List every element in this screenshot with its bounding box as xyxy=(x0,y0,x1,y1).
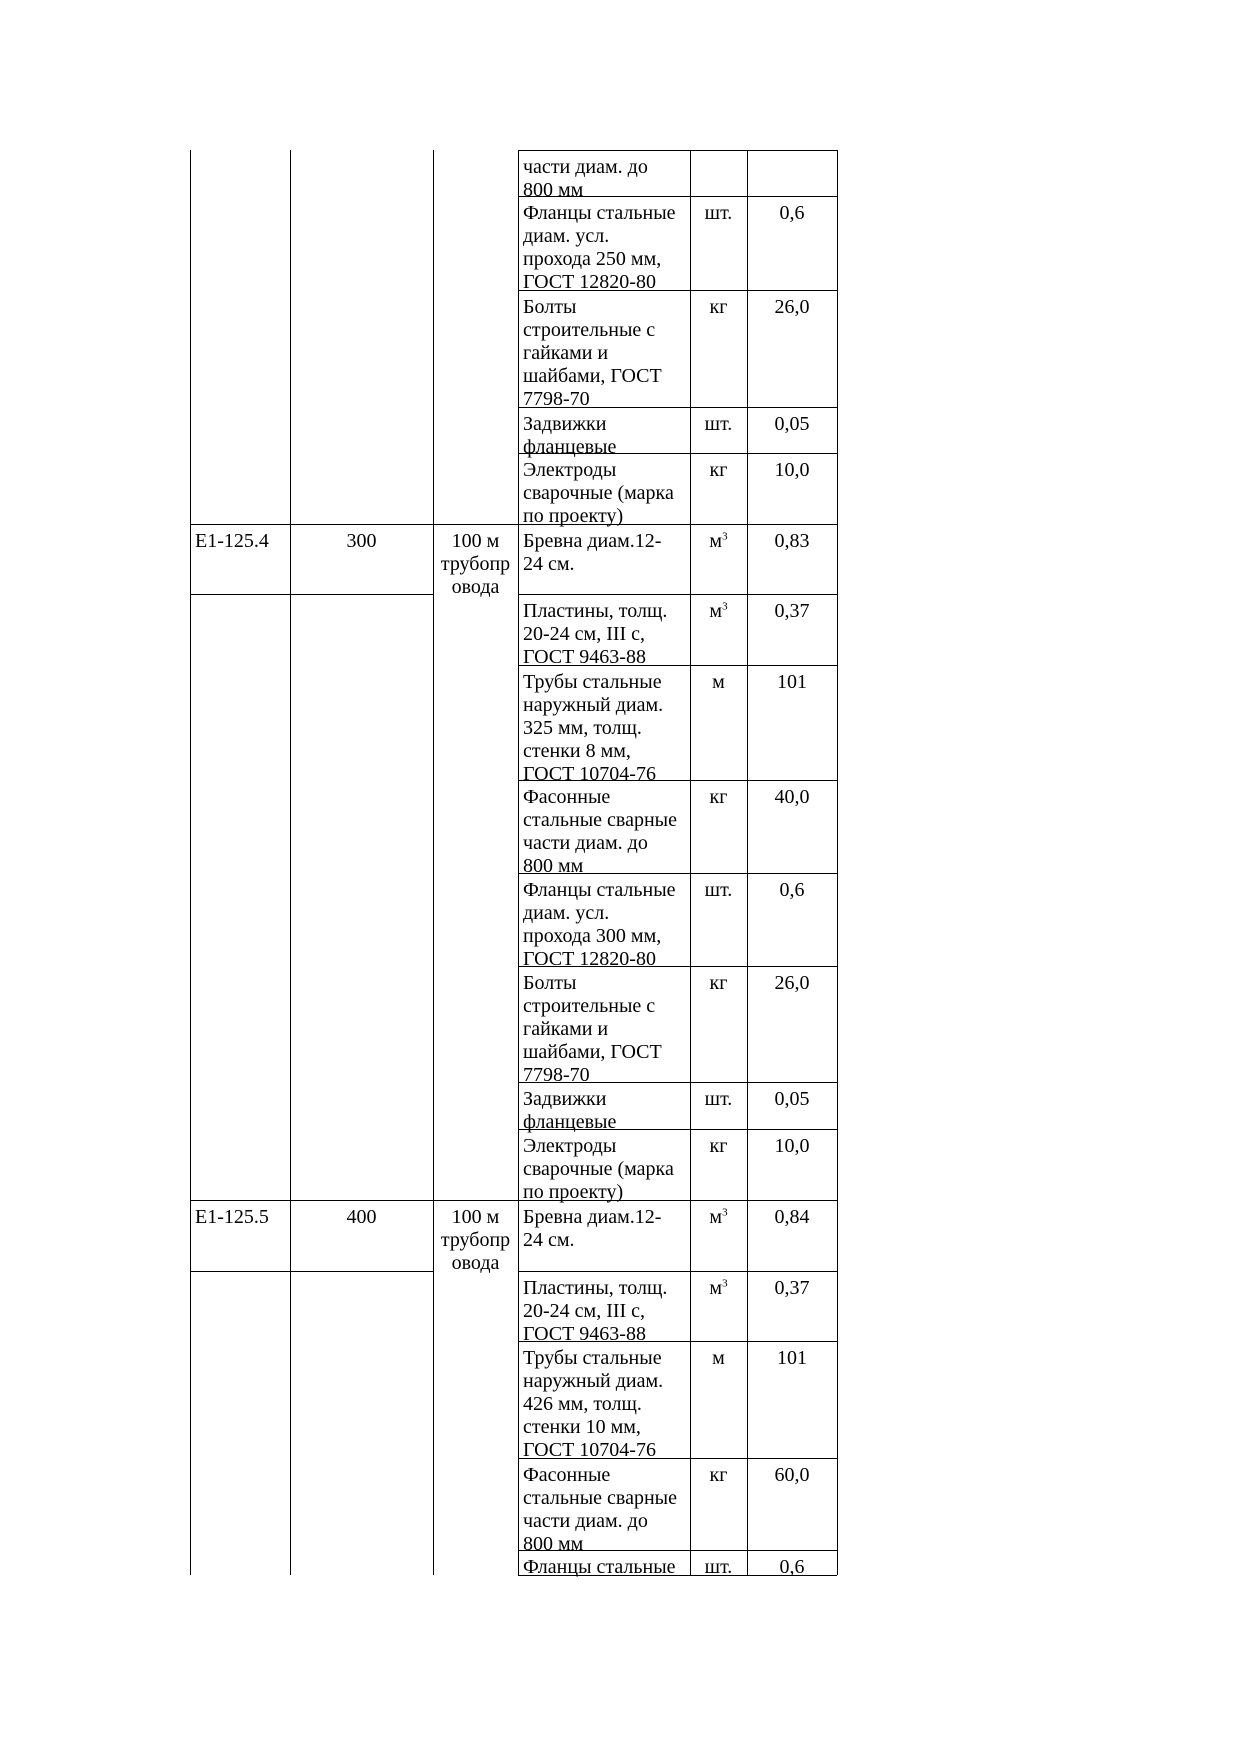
section-border xyxy=(190,524,518,525)
material-cell: Фасонные стальные сварные части диам. до 800 мм xyxy=(523,786,677,877)
row-border xyxy=(518,453,837,454)
column-border-unit-left xyxy=(690,150,691,1575)
quantity-cell: 40,0 xyxy=(774,786,810,808)
unit-superscript: 3 xyxy=(722,1277,728,1290)
row-border xyxy=(518,665,837,666)
unit-cell: шт. xyxy=(704,413,733,435)
column-border-material-left xyxy=(518,150,519,1575)
unit-cell: шт. xyxy=(704,879,733,901)
material-cell: Бревна диам.12- 24 см. xyxy=(523,1206,662,1251)
diameter-cell-border xyxy=(290,594,433,595)
code-cell: Е1-125.5 xyxy=(195,1206,269,1228)
row-border xyxy=(518,1271,837,1272)
quantity-cell: 0,05 xyxy=(774,1088,810,1110)
row-border xyxy=(518,1082,837,1083)
material-cell: Трубы стальные наружный диам. 325 мм, толщ. стенки 8 мм, ГОСТ 10704-76 xyxy=(523,671,664,785)
row-border xyxy=(518,780,837,781)
row-border xyxy=(518,873,837,874)
unit-cell: шт. xyxy=(704,1556,733,1578)
unit-cell: $м^3$ xyxy=(709,600,728,622)
material-cell: части диам. до 800 мм xyxy=(523,156,648,201)
row-border xyxy=(518,1200,837,1201)
measure-cell: 100 м трубопр овода xyxy=(440,1206,511,1274)
material-cell: Болты строительные с гайками и шайбами, ГОСТ 7798-70 xyxy=(523,296,662,410)
quantity-cell: 60,0 xyxy=(774,1464,810,1486)
quantity-cell: 0,6 xyxy=(779,879,805,901)
quantity-cell: 10,0 xyxy=(774,1135,810,1157)
unit-cell: м xyxy=(712,671,725,693)
row-border xyxy=(518,524,837,525)
column-border-code-left xyxy=(190,150,191,1575)
unit-cell: $м^3$ xyxy=(709,530,728,552)
material-cell: Фасонные стальные сварные части диам. до 800 мм xyxy=(523,1464,677,1555)
quantity-cell: 0,37 xyxy=(774,600,810,622)
material-cell: Электроды сварочные (марка по проекту) xyxy=(523,459,674,527)
diameter-cell: 300 xyxy=(346,530,377,552)
unit-cell: шт. xyxy=(704,1088,733,1110)
unit-cell: кг xyxy=(709,296,728,318)
measure-cell: 100 м трубопр овода xyxy=(440,530,511,598)
row-border xyxy=(518,290,837,291)
unit-cell: кг xyxy=(709,459,728,481)
code-cell-border xyxy=(190,1271,290,1272)
unit-cell: кг xyxy=(709,786,728,808)
quantity-cell: 0,6 xyxy=(779,1556,805,1578)
quantity-cell: 0,37 xyxy=(774,1277,810,1299)
unit-superscript: 3 xyxy=(722,530,728,543)
unit-cell: кг xyxy=(709,1135,728,1157)
quantity-cell: 0,83 xyxy=(774,530,810,552)
row-border xyxy=(518,966,837,967)
column-border-qty-right xyxy=(837,150,838,1575)
quantity-cell: 0,84 xyxy=(774,1206,810,1228)
material-cell: Пластины, толщ. 20-24 см, III с, ГОСТ 9463-88 xyxy=(523,1277,668,1345)
unit-cell: кг xyxy=(709,972,728,994)
quantity-cell: 10,0 xyxy=(774,459,810,481)
material-cell: Трубы стальные наружный диам. 426 мм, толщ. стенки 10 мм, ГОСТ 10704-76 xyxy=(523,1347,664,1461)
row-border xyxy=(518,1458,837,1459)
row-border xyxy=(518,1129,837,1130)
material-cell: Пластины, толщ. 20-24 см, III с, ГОСТ 9463-88 xyxy=(523,600,668,668)
column-border-qty-left xyxy=(747,150,748,1575)
material-cell: Фланцы стальные диам. усл. прохода 300 мм, ГОСТ 12820-80 xyxy=(523,879,676,970)
unit-superscript: 3 xyxy=(722,1206,728,1219)
unit-cell: шт. xyxy=(704,202,733,224)
row-border xyxy=(518,407,837,408)
material-cell: Болты строительные с гайками и шайбами, ГОСТ 7798-70 xyxy=(523,972,662,1086)
quantity-cell: 26,0 xyxy=(774,296,810,318)
unit-cell: $м^3$ xyxy=(709,1206,728,1228)
material-cell: Бревна диам.12- 24 см. xyxy=(523,530,662,575)
row-border xyxy=(518,150,837,151)
quantity-cell: 0,6 xyxy=(779,202,805,224)
unit-cell: $м^3$ xyxy=(709,1277,728,1299)
material-cell: Задвижки фланцевые xyxy=(523,1088,617,1133)
material-cell: Фланцы стальные диам. усл. прохода 250 мм, ГОСТ 12820-80 xyxy=(523,202,676,293)
unit-cell: м xyxy=(712,1347,725,1369)
code-cell-border xyxy=(190,594,290,595)
quantity-cell: 101 xyxy=(777,1347,807,1369)
diameter-cell: 400 xyxy=(346,1206,377,1228)
row-border xyxy=(518,1341,837,1342)
row-border xyxy=(518,196,837,197)
material-cell: Задвижки фланцевые xyxy=(523,413,617,458)
unit-cell: кг xyxy=(709,1464,728,1486)
code-cell: Е1-125.4 xyxy=(195,530,269,552)
column-border-diameter-left xyxy=(290,150,291,1575)
quantity-cell: 0,05 xyxy=(774,413,810,435)
material-cell: Фланцы стальные xyxy=(523,1556,676,1578)
table-bottom-border xyxy=(518,1575,837,1576)
material-cell: Электроды сварочные (марка по проекту) xyxy=(523,1135,674,1203)
unit-superscript: 3 xyxy=(722,600,728,613)
row-border xyxy=(518,594,837,595)
row-border xyxy=(518,1550,837,1551)
diameter-cell-border xyxy=(290,1271,433,1272)
quantity-cell: 26,0 xyxy=(774,972,810,994)
section-border xyxy=(190,1200,518,1201)
quantity-cell: 101 xyxy=(777,671,807,693)
column-border-measure-left xyxy=(433,150,434,1575)
